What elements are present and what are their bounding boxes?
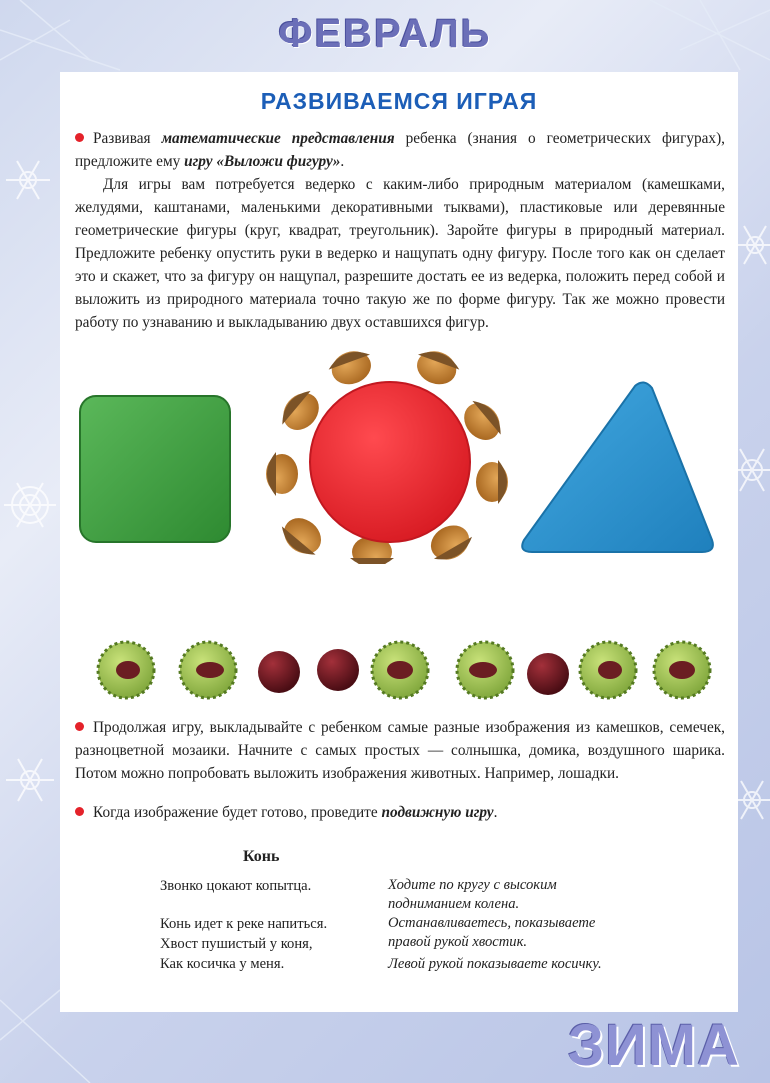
bullet-icon — [75, 133, 84, 142]
chestnut-icon — [317, 649, 359, 691]
movement-note: Останавливаетесь, показываете — [388, 915, 596, 931]
shapes-illustration — [60, 334, 738, 564]
bullet-icon — [75, 807, 84, 816]
snowflake-icon — [6, 759, 54, 801]
chestnut-row — [60, 632, 738, 712]
active-game-paragraph: Когда изображение будет готово, проведите подвижную игру. — [75, 801, 725, 824]
snowflake-icon — [6, 161, 50, 199]
green-square-shape — [80, 396, 230, 542]
continue-paragraph: Продолжая игру, выкладывайте с ребенком самые разные изображения из камешков, семечек, разноцветной мозаики. Начните с самых простых — солнышка, домика, воздушного шарика. Потом можно попробовать выложить изображения животных. Например, лошадки. — [75, 719, 725, 782]
poem-line: Хвост пушистый у коня, — [160, 936, 313, 952]
instructions-paragraph: Для игры вам потребуется ведерко с каким-либо природным материалом (камешками, желудями, каштанами, маленькими декоративными тыквами), пластиковые или деревянные геометрические фигуры (круг, квадрат, треугольник). Заройте фигуры в природный материал. Предложите ребенку опустить руки в ведерко и нащупать одну фигуру. После того как он сделает это и скажет, что за фигуру он нащупал, разрешите достать ее из ведерка, положить перед собой и выложить из природного материала точно такую же по форме фигуру. Так же можно провести работу по узнаванию и выкладыванию двух оставшихся фигур. — [75, 176, 725, 331]
acorn-icon — [275, 510, 329, 563]
month-title: ФЕВРАЛЬ — [278, 12, 492, 56]
content-panel — [60, 72, 738, 1012]
poem-title: Конь — [243, 848, 280, 865]
intro-paragraph: Развивая математические представления ребенка (знания о геометрических фигурах), предложите ему игру «Выложи фигуру». — [75, 130, 725, 170]
poem-line: Как косичка у меня. — [160, 956, 285, 972]
blue-triangle-shape — [522, 382, 713, 552]
snowflake-icon — [733, 226, 770, 264]
season-title: ЗИМА — [567, 1013, 740, 1078]
bullet-icon — [75, 722, 84, 731]
chestnut-burr-icon — [372, 642, 428, 698]
movement-note: Левой рукой показываете косичку. — [388, 956, 602, 972]
active-game-emphasis: подвижную игру — [381, 804, 494, 821]
movement-note: правой рукой хвостик. — [388, 934, 528, 950]
chestnut-burr-icon — [654, 642, 710, 698]
acorn-icon — [410, 345, 462, 390]
game-name: игру «Выложи фигуру» — [184, 153, 341, 170]
chestnut-icon — [527, 653, 569, 695]
acorn-icon — [266, 452, 298, 496]
acorn-icon — [325, 345, 377, 390]
red-circle-shape — [310, 382, 470, 542]
snowflake-icon — [4, 483, 56, 527]
chestnut-burr-icon — [457, 642, 513, 698]
chestnut-icon — [258, 651, 300, 693]
chestnut-burr-icon — [180, 642, 236, 698]
acorn-icon — [476, 460, 508, 504]
chestnut-burr-icon — [580, 642, 636, 698]
chestnut-burr-icon — [98, 642, 154, 698]
movement-note: подниманием колена. — [388, 896, 520, 912]
math-emphasis: математические представления — [161, 130, 395, 147]
section-heading: РАЗВИВАЕМСЯ ИГРАЯ — [260, 88, 538, 114]
poem-line: Конь идет к реке напиться. — [160, 916, 328, 932]
poem-line: Звонко цокают копытца. — [160, 878, 312, 894]
movement-note: Ходите по кругу с высоким — [388, 877, 557, 893]
